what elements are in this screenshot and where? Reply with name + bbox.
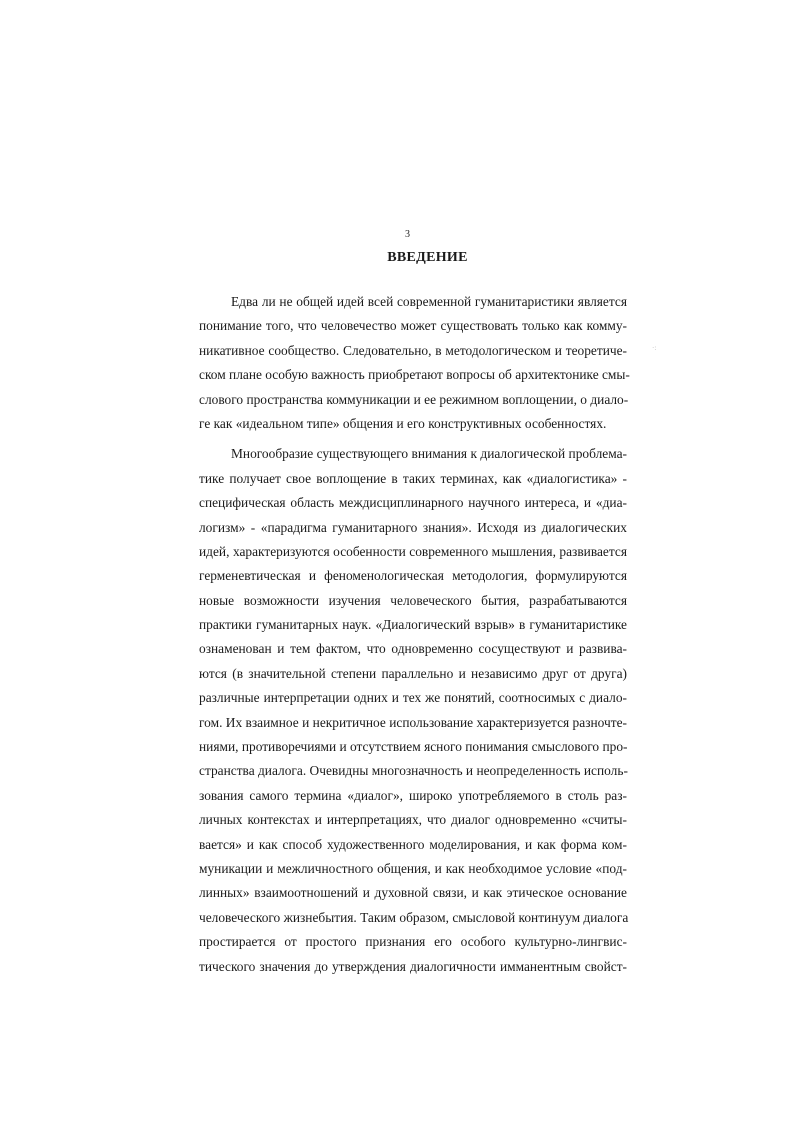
page-number: 3 bbox=[405, 229, 410, 240]
text-line: тического значения до утверждения диалогичности имманентным свойст- bbox=[199, 958, 627, 974]
text-line: тике получает свое воплощение в таких терминах, как «диалогистика» - bbox=[199, 470, 627, 486]
text-line: слового пространства коммуникации и ее режимном воплощении, о диало- bbox=[199, 391, 629, 407]
scan-artifact: ·: bbox=[652, 344, 657, 352]
text-line: ге как «идеальном типе» общения и его конструктивных особенностях. bbox=[199, 415, 607, 431]
text-line: ознаменован и тем фактом, что одновременно сосуществуют и развива- bbox=[199, 641, 627, 657]
text-line: новые возможности изучения человеческого бытия, разрабатываются bbox=[199, 592, 627, 608]
paragraph-2 bbox=[199, 442, 627, 979]
text-line: линных» взаимоотношений и духовной связи, и как этическое основание bbox=[199, 885, 627, 901]
text-line: странства диалога. Очевидны многозначность и неопределенность исполь- bbox=[199, 763, 628, 779]
body-text bbox=[199, 290, 630, 979]
text-line: муникации и межличностного общения, и как необходимое условие «под- bbox=[199, 860, 627, 876]
text-line: гом. Их взаимное и некритичное использование характеризуется разночте- bbox=[199, 714, 627, 730]
text-line: вается» и как способ художественного моделирования, и как форма ком- bbox=[199, 836, 627, 852]
text-line: различные интерпретации одних и тех же понятий, соотносимых с диало- bbox=[199, 690, 627, 706]
text-line: ниями, противоречиями и отсутствием ясного понимания смыслового про- bbox=[199, 739, 628, 755]
text-line: понимание того, что человечество может существовать только как комму- bbox=[199, 318, 627, 334]
text-line: Едва ли не общей идей всей современной гуманитаристики является bbox=[231, 294, 627, 309]
text-line: ются (в значительной степени параллельно и независимо друг от друга) bbox=[199, 665, 627, 681]
text-line: идей, характеризуются особенности современного мышления, развивается bbox=[199, 543, 627, 559]
text-line: личных контекстах и интерпретациях, что диалог одновременно «считы- bbox=[199, 812, 627, 828]
text-line: практики гуманитарных наук. «Диалогический взрыв» в гуманитаристике bbox=[199, 617, 627, 633]
text-line: простирается от простого признания его особого культурно-лингвис- bbox=[199, 934, 627, 950]
text-line: ском плане особую важность приобретают вопросы об архитектонике смы- bbox=[199, 367, 630, 383]
text-line: логизм» - «парадигма гуманитарного знания». Исходя из диалогических bbox=[199, 519, 627, 535]
text-line: герменевтическая и феноменологическая методология, формулируются bbox=[199, 568, 627, 584]
section-heading: ВВЕДЕНИЕ bbox=[387, 250, 468, 265]
text-line: человеческого жизнебытия. Таким образом, смысловой континуум диалога bbox=[199, 909, 629, 925]
text-line: специфическая область междисциплинарного научного интереса, и «диа- bbox=[199, 495, 627, 511]
text-line: зования самого термина «диалог», широко употребляемого в столь раз- bbox=[199, 787, 627, 803]
paragraph-1 bbox=[199, 290, 630, 436]
text-line: никативное сообщество. Следовательно, в методологическом и теоретиче- bbox=[199, 342, 627, 358]
text-line: Многообразие существующего внимания к диалогической проблема- bbox=[231, 446, 627, 462]
